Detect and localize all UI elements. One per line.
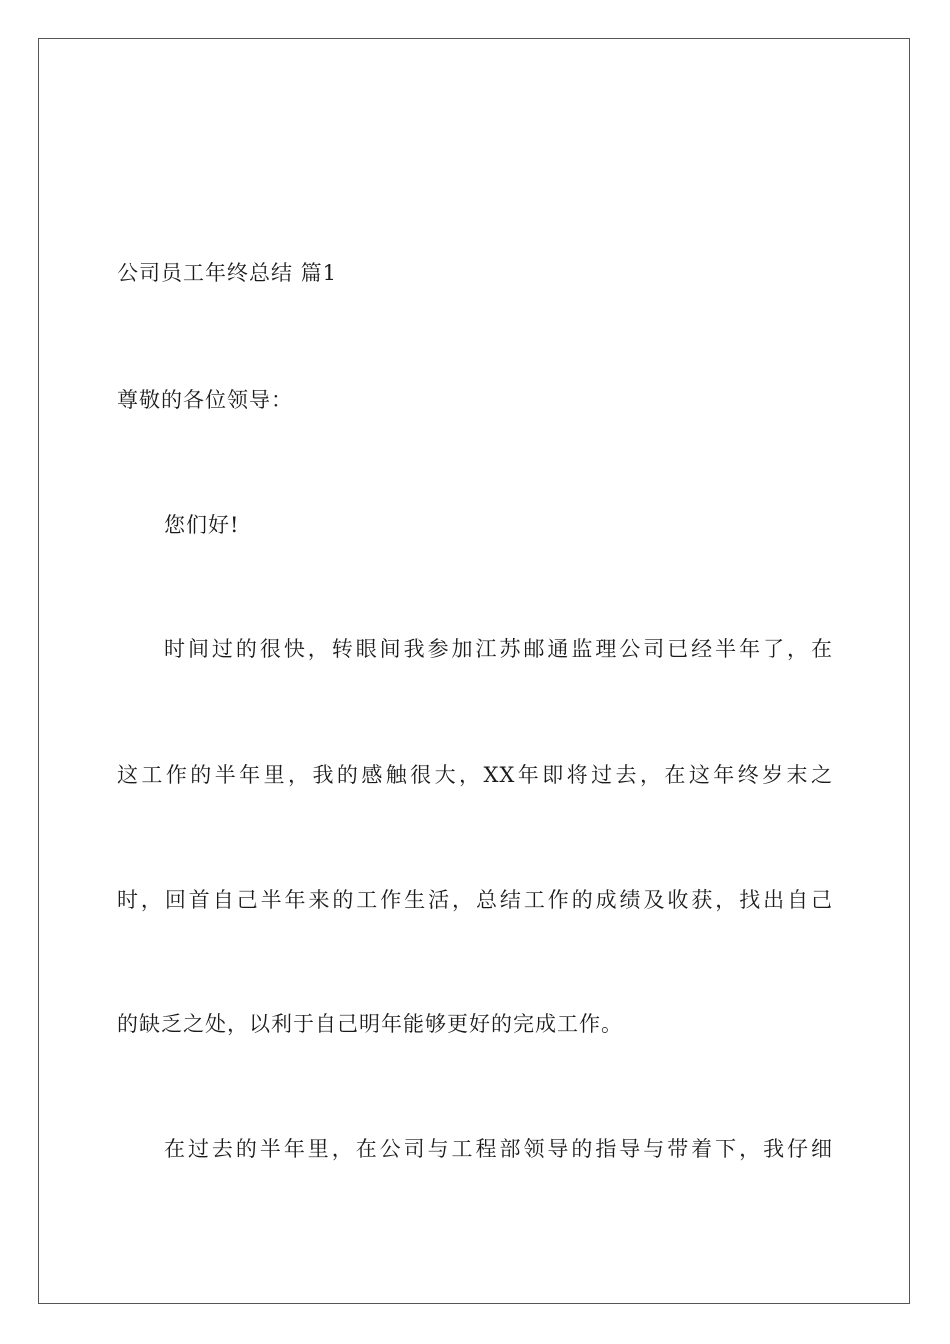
page-border	[38, 38, 910, 1304]
paragraph-1-line-4: 的缺乏之处，以利于自己明年能够更好的完成工作。	[117, 1012, 623, 1036]
greeting: 您们好!	[164, 513, 240, 537]
salutation: 尊敬的各位领导：	[117, 388, 293, 412]
paragraph-2-line-1: 在过去的半年里，在公司与工程部领导的指导与带着下，我仔细	[164, 1137, 833, 1161]
paragraph-1-line-2: 这工作的半年里，我的感触很大，XX年即将过去，在这年终岁末之	[117, 763, 833, 787]
paragraph-1-line-3: 时，回首自己半年来的工作生活，总结工作的成绩及收获，找出自己	[117, 888, 833, 912]
document-title: 公司员工年终总结 篇1	[117, 261, 338, 285]
paragraph-1-line-1: 时间过的很快，转眼间我参加江苏邮通监理公司已经半年了，在	[164, 637, 833, 661]
